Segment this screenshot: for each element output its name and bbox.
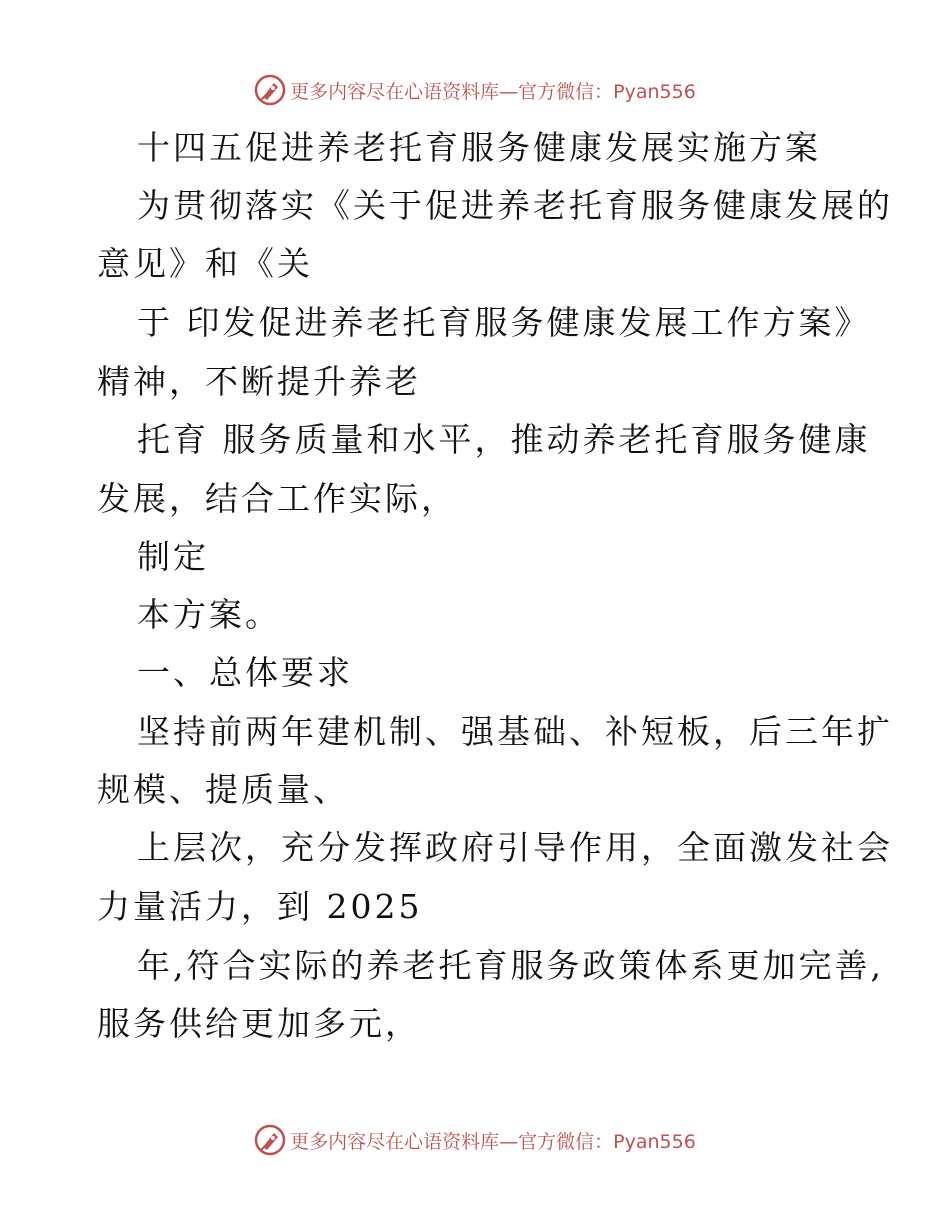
- paragraph-line: 意见》和《关: [97, 244, 313, 283]
- document-title: 十四五促进养老托育服务健康发展实施方案: [137, 128, 821, 167]
- paragraph-line: 制定: [137, 537, 209, 576]
- paragraph-line: 发展，结合工作实际，: [97, 479, 457, 518]
- paragraph-line: 托育 服务质量和水平，推动养老托育服务健康: [137, 420, 871, 459]
- paragraph-line: 服务供给更加多元，: [97, 1004, 421, 1043]
- paragraph-line: 精神，不断提升养老: [97, 362, 421, 401]
- pen-nib-logo-icon: [254, 74, 286, 106]
- paragraph-line: 坚持前两年建机制、强基础、补短板，后三年扩: [137, 712, 893, 751]
- paragraph-line: 为贯彻落实《关于促进养老托育服务健康发展的: [137, 186, 893, 225]
- watermark-text: 更多内容尽在心语资料库—官方微信：Pyan556: [290, 80, 696, 103]
- pen-nib-logo-icon: [254, 1124, 286, 1156]
- paragraph-line: 上层次，充分发挥政府引导作用，全面激发社会: [137, 828, 893, 867]
- paragraph-line: 规模、提质量、: [97, 770, 349, 809]
- header-watermark: [0, 70, 950, 110]
- watermark-text: 更多内容尽在心语资料库—官方微信：Pyan556: [290, 1130, 696, 1153]
- paragraph-line: 年,符合实际的养老托育服务政策体系更加完善,: [137, 946, 884, 985]
- paragraph-line: 力量活力，到 2025: [97, 887, 423, 926]
- paragraph-line: 于 印发促进养老托育服务健康发展工作方案》: [137, 303, 871, 342]
- paragraph-line: 本方案。: [137, 595, 281, 634]
- section-heading: 一、总体要求: [137, 653, 353, 692]
- footer-watermark: [0, 1120, 950, 1160]
